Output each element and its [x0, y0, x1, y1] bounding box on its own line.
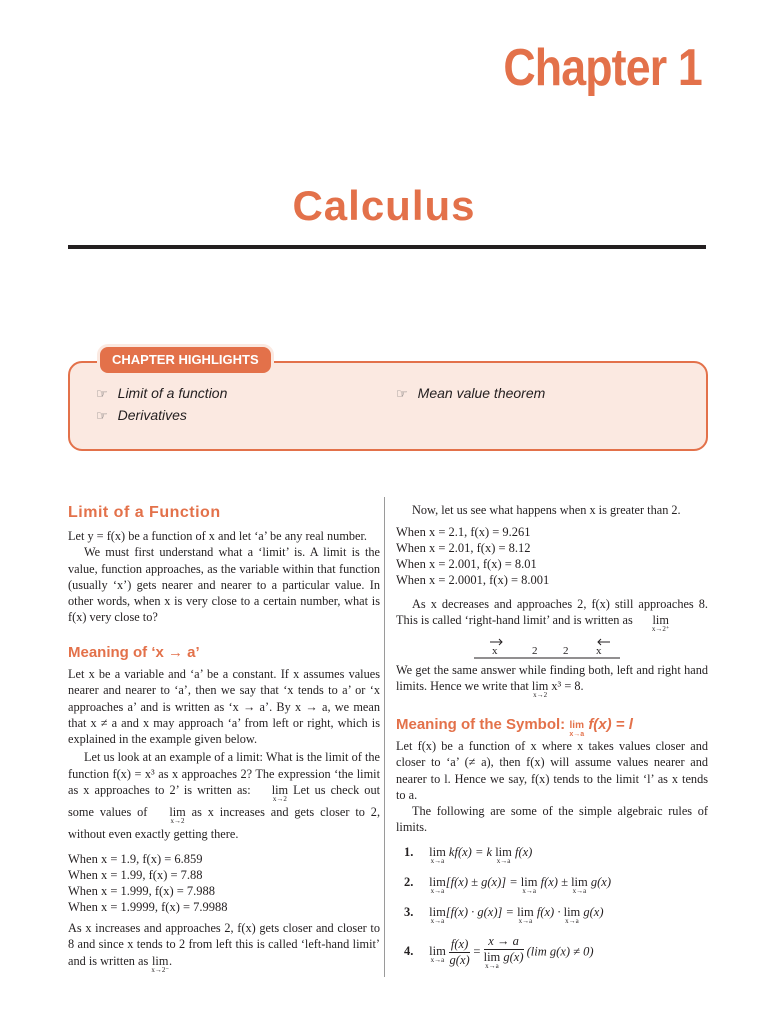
fraction: $\frac{f(x)}{g(x)}$	[449, 937, 470, 967]
chapter-title: Calculus	[292, 182, 476, 229]
limit-expression: lim x→a	[520, 875, 538, 895]
limit-expression: lim x→2⁺	[651, 613, 670, 634]
example-row: When x = 2.1, f(x) = 9.261	[396, 525, 531, 539]
arrow-label: x	[596, 645, 602, 657]
example-row: When x = 1.999, f(x) = 7.988	[68, 884, 216, 898]
limit-expression: lim x→a	[571, 875, 588, 895]
example-row: When x = 2.001, f(x) = 8.01	[396, 557, 537, 571]
right-column-3	[396, 662, 708, 700]
left-column-3	[68, 920, 380, 975]
limit-rule: 1. lim x→a kf(x) = k lim x→a f(x)	[404, 845, 533, 865]
pointing-hand-icon: ☞	[396, 386, 408, 401]
subheading: Meaning of the Symbol: lim x→a f(x) = l	[396, 716, 633, 738]
paragraph: We must first understand what a ‘limit’ is. A limit is the value, function approaches, as the variable within that function (usually ‘x’) gets nearer and nearer to a particular value. In other words, when x is very close to a certain number, what is f(x) very close to?	[68, 545, 380, 625]
limit-expression: lim x→a	[429, 905, 446, 925]
limit-expression: lim x→a	[517, 905, 534, 925]
example-row: When x = 1.9999, f(x) = 7.9988	[68, 900, 228, 914]
fraction: x → a lim x→a g(x)	[483, 934, 524, 970]
example-row: When x = 2.0001, f(x) = 8.001	[396, 573, 550, 587]
arrow-label: 2	[563, 645, 569, 657]
left-column-2	[68, 666, 380, 842]
pointing-hand-icon: ☞	[96, 386, 108, 401]
limit-rule: 4. lim x→a $\frac{f(x)}{g(x)}$ = x → a lim x→a g(x) (lim g(x) ≠ 0)	[404, 934, 594, 970]
example-list	[396, 524, 549, 588]
paragraph: Let us look at an example of a limit: What is the limit of the function f(x) = x³ as x approaches 2? The expression ‘the limit as x approaches to 2’ is written as: lim x→2 Let us check out some values of lim x→2 as x increases and gets closer to 2, without even exactly getting there.	[68, 750, 381, 842]
paragraph: Let x be a variable and ‘a’ be a constant. If x assumes values nearer and nearer to ‘a’, then we say that ‘x tends to a’ or ‘x approaches a’ and is written as ‘x → a’. By x → a, we mean that x ≠ a and x may approach ‘a’ from left or right, which is explained in the example given below.	[68, 667, 380, 747]
limit-expression: lim x→a	[569, 720, 585, 738]
right-column-2	[396, 596, 708, 634]
limit-expression: lim x→2	[169, 805, 186, 826]
example-list	[68, 851, 228, 915]
limit-expression: lim x→2	[271, 783, 289, 804]
right-column	[396, 502, 708, 518]
highlight-item: ☞ Limit of a function	[96, 385, 228, 401]
section-heading: Limit of a Function	[68, 504, 221, 521]
example-row: When x = 1.99, f(x) = 7.88	[68, 868, 203, 882]
example-row: When x = 1.9, f(x) = 6.859	[68, 852, 203, 866]
highlight-item: ☞ Mean value theorem	[396, 385, 546, 401]
paragraph: We get the same answer while finding both, left and right hand limits. Hence we write that lim x→2 x³ = 8.	[396, 663, 708, 700]
paragraph: As x decreases and approaches 2, f(x) still approaches 8. This is called ‘right-hand limit’ and is written as lim x→2⁺	[396, 597, 708, 634]
highlight-item: ☞ Derivatives	[96, 407, 187, 423]
right-column-4	[396, 738, 708, 836]
paragraph: Let y = f(x) be a function of x and let ‘a’ be any real number.	[68, 529, 367, 543]
left-column	[68, 528, 380, 626]
highlights-label: CHAPTER HIGHLIGHTS	[100, 347, 271, 373]
paragraph: Let f(x) be a function of x where x takes values closer and closer to ‘a’ (≠ a), then f(x) will assume values nearer and nearer to l. Hence we say, f(x) tends to the limit ‘l’ as x tends to a.	[396, 739, 708, 802]
limit-expression: lim x→a	[495, 845, 512, 865]
example-row: When x = 2.01, f(x) = 8.12	[396, 541, 531, 555]
arrow-label: x	[492, 645, 498, 657]
limit-expression: lim x→a	[429, 845, 446, 865]
limit-rule: 2. lim x→a [f(x) ± g(x)] = lim x→a f(x) ± lim x→a g(x)	[404, 875, 611, 895]
paragraph: As x increases and approaches 2, f(x) gets closer and closer to 8 and since x tends to 2 from left this is called ‘left-hand limit’ and is written as lim x→2⁻ .	[68, 921, 380, 974]
paragraph: Now, let us see what happens when x is greater than 2.	[412, 503, 681, 517]
limit-rule: 3. lim x→a [f(x) · g(x)] = lim x→a f(x) · lim x→a g(x)	[404, 905, 604, 925]
limit-expression: lim x→a	[429, 875, 446, 895]
title-rule	[68, 245, 706, 249]
column-divider	[384, 497, 385, 977]
limit-expression: lim x→2	[531, 679, 549, 700]
limit-expression: lim x→2⁻	[151, 953, 170, 974]
chapter-label: Chapter 1	[503, 39, 702, 97]
limit-expression: lim x→a	[429, 944, 446, 965]
pointing-hand-icon: ☞	[96, 408, 108, 423]
limit-expression: lim x→a	[563, 905, 581, 925]
subheading: Meaning of ‘x → a’	[68, 644, 200, 661]
highlights-box	[68, 361, 708, 451]
arrow-label: 2	[532, 645, 538, 657]
paragraph: The following are some of the simple algebraic rules of limits.	[396, 804, 708, 835]
